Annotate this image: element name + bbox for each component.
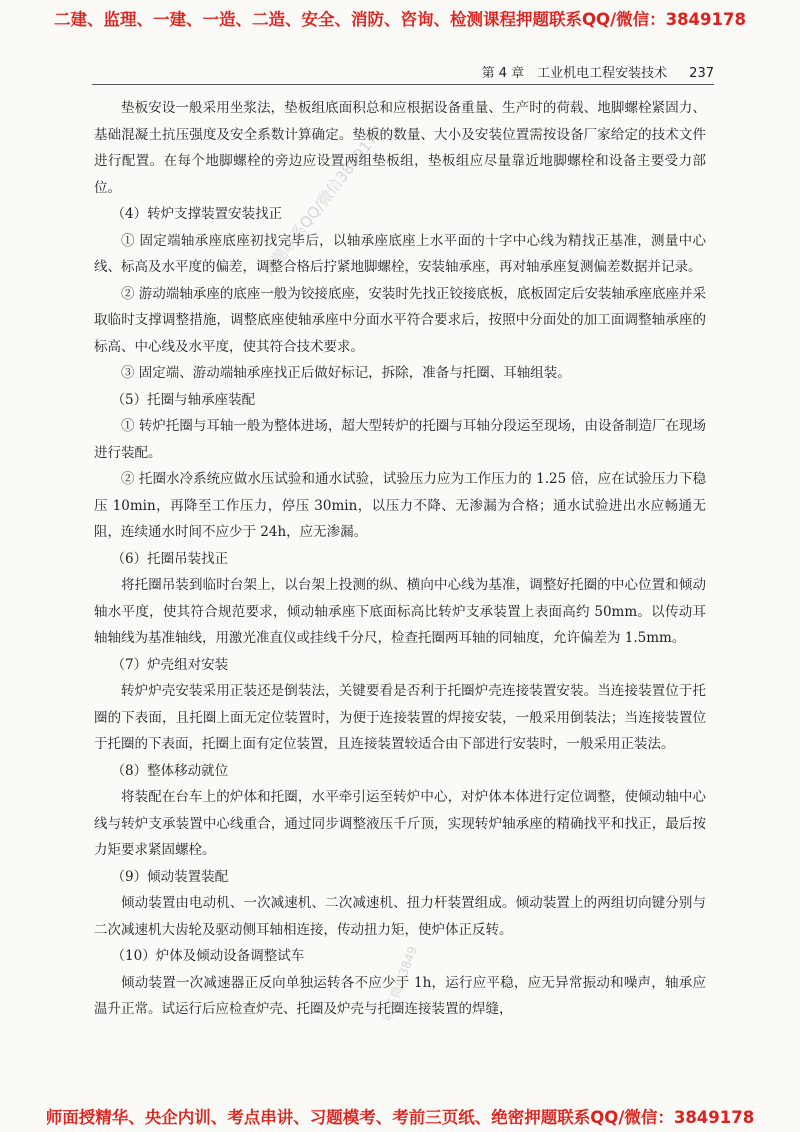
paragraph: 倾动装置一次减速器正反向单独运转各不应少于 1h，运行应平稳，应无异常振动和噪声，轴承应温升正常。试运行后应检查炉壳、托圈及炉壳与托圈连接装置的焊缝， [94,974,706,1017]
section-heading: （5）托圈与轴承座装配 [111,391,256,408]
paragraph: 将装配在台车上的炉体和托圈，水平牵引运至转炉中心，对炉体本体进行定位调整，使倾动轴中心线与转炉支承装置中心线重合，通过同步调整液压千斤顶，实现转炉轴承座的精确找平和找正，最后按力矩要求紧固螺栓。 [94,789,706,858]
paragraph: ② 托圈水冷系统应做水压试验和通水试验，试验压力应为工作压力的 1.25 倍，应在试验压力下稳压 10min，再降至工作压力，停压 30min，以压力不降、无渗漏为合格；通水试验进出水应畅通无阻，连续通水时间不应少于 24h，应无渗漏。 [94,471,706,540]
section-heading: （7）炉壳组对安装 [111,656,229,673]
chapter-title: 第 4 章 工业机电工程安装技术 [481,66,668,81]
section-heading: （6）托圈吊装找正 [111,550,229,567]
section-heading: （10）炉体及倾动设备调整试车 [111,948,305,964]
watermark-text: 联系微信3849 [379,944,420,1023]
page-number: 237 [689,66,714,81]
paragraph: 倾动装置由电动机、一次减速机、二次减速机、扭力杆装置组成。倾动装置上的两组切向键分别与二次减速机大齿轮及驱动侧耳轴相连接，传动扭力矩，使炉体正反转。 [94,895,706,938]
section-heading: （9）倾动装置装配 [111,868,229,885]
paragraph: ② 游动端轴承座的底座一般为铰接底座，安装时先找正铰接底板，底板固定后安装轴承座底座并采取临时支撑调整措施，调整底座使轴承座中分面水平符合要求后，按照中分面处的加工面调整轴承座的标高、中心线及水平度，使其符合技术要求。 [94,285,706,355]
promo-banner-top: 二建、监理、一建、一造、二造、安全、消防、咨询、检测课程押题联系QQ/微信：3849178 [54,10,746,29]
paragraph: 将托圈吊装到临时台架上，以台架上投测的纵、横向中心线为基准，调整好托圈的中心位置和倾动轴水平度，使其符合规范要求，倾动轴承座下底面标高比转炉支承装置上表面高约 50mm。以传动耳轴轴线为基准轴线，用激光准直仪或挂线千分尺，检查托圈两耳轴的同轴度，允许偏差为 1.5mm。 [94,577,706,646]
paragraph: 转炉炉壳安装采用正装还是倒装法，关键要看是否利于托圈炉壳连接装置安装。当连接装置位于托圈的下表面，且托圈上面无定位装置时，为便于连接装置的焊接安装，一般采用倒装法；当连接装置位于托圈的下表面，托圈上面有定位装置，且连接装置较适合由下部进行安装时，一般采用正装法。 [94,683,706,752]
paragraph: ① 转炉托圈与耳轴一般为整体进场，超大型转炉的托圈与耳轴分段运至现场，由设备制造厂在现场进行装配。 [94,418,706,461]
paragraph: 垫板安设一般采用坐浆法，垫板组底面积总和应根据设备重量、生产时的荷载、地脚螺栓紧固力、基础混凝土抗压强度及安全系数计算确定。垫板的数量、大小及安装位置需按设备厂家给定的技术文件进行配置。在每个地脚螺栓的旁边应设置两组垫板组，垫板组应尽量靠近地脚螺栓和设备主要受力部位。 [94,100,706,196]
paragraph: ① 固定端轴承座底座初找完毕后，以轴承座底座上水平面的十字中心线为精找正基准，测量中心线、标高及水平度的偏差，调整合格后拧紧地脚螺栓，安装轴承座，再对轴承座复测偏差数据并记录。 [94,232,706,275]
section-heading: （8）整体移动就位 [111,762,229,779]
watermark-text: 押题联系QQ/微信3849178 [258,122,388,280]
section-heading: （4）转炉支撑装置安装找正 [111,206,283,222]
page-body [94,95,706,1023]
running-header [92,62,714,85]
promo-banner-bottom: 师面授精华、央企内训、考点串讲、习题模考、考前三页纸、绝密押题联系QQ/微信：3849178 [45,1108,755,1127]
paragraph: ③ 固定端、游动端轴承座找正后做好标记，拆除，准备与托圈、耳轴组装。 [121,365,571,381]
